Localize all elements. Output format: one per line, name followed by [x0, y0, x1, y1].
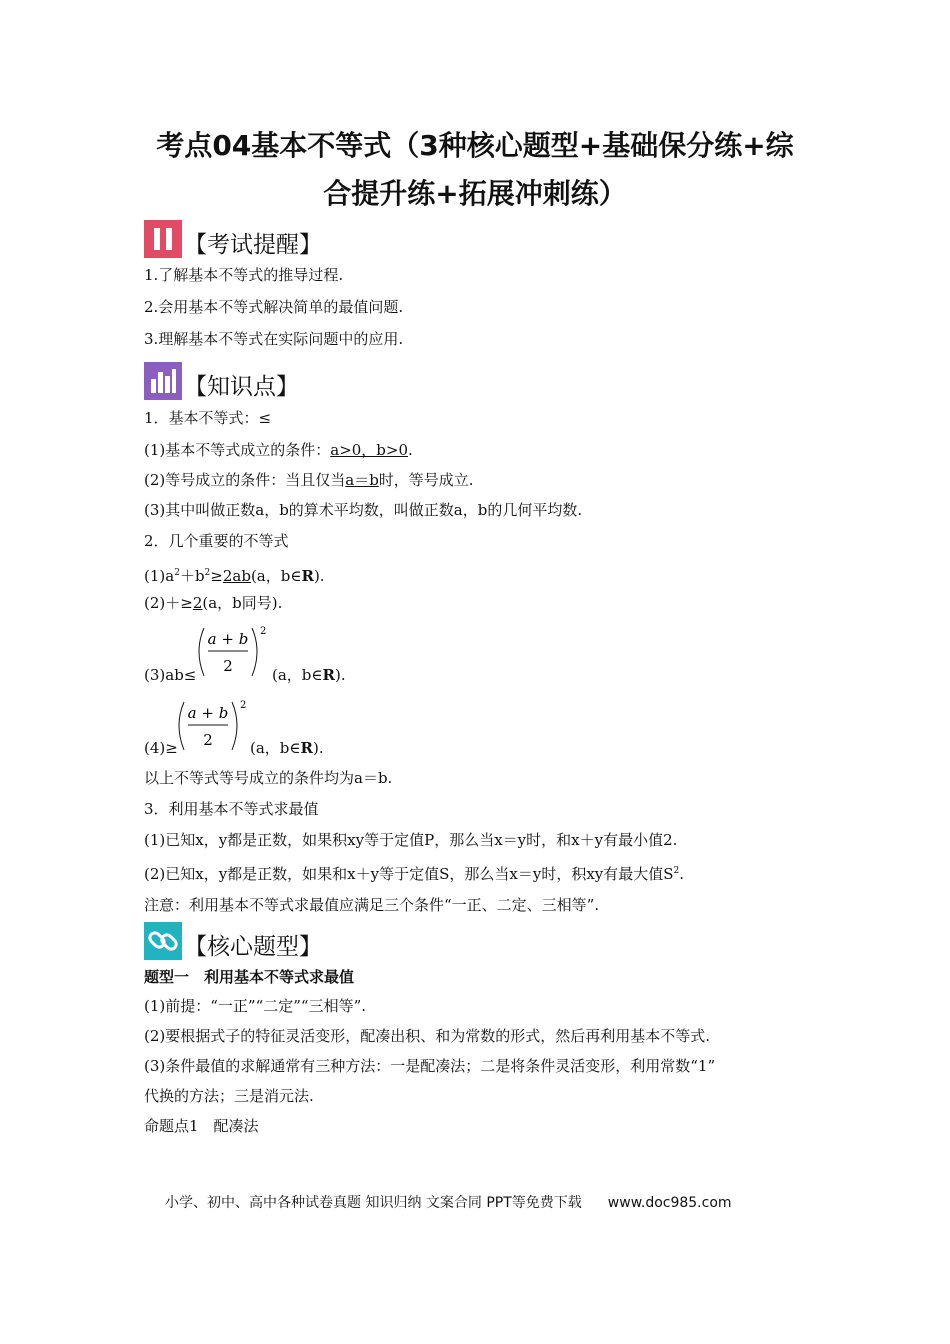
section-header-core-types: [144, 920, 322, 960]
text: .: [408, 441, 413, 459]
core-point-2: (2)要根据式子的特征灵活变形，配凑出积、和为常数的形式，然后再利用基本不等式.: [144, 1027, 711, 1045]
page-title-line-1: 考点04基本不等式（3种核心题型+基础保分练+综: [156, 129, 794, 162]
superscript: 2: [174, 568, 180, 578]
underlined-answer: 2ab: [222, 567, 251, 585]
section-header-knowledge: [144, 360, 299, 400]
knowledge-3: 3．利用基本不等式求最值: [144, 800, 319, 818]
text: (1)基本不等式成立的条件：: [144, 441, 331, 459]
knowledge-1: 1．基本不等式：≤: [144, 409, 272, 427]
text: R: [301, 567, 314, 585]
knowledge-1-1: [144, 440, 413, 460]
knowledge-1-3: (3)其中叫做正数a，b的算术平均数，叫做正数a，b的几何平均数.: [144, 501, 583, 519]
text: R: [322, 666, 335, 684]
text: (a，b∈: [250, 567, 302, 585]
text: .: [679, 865, 685, 883]
pause-icon: [144, 220, 182, 258]
exam-tip-3: 3.理解基本不等式在实际问题中的应用.: [144, 330, 404, 348]
fraction-denominator: 2: [223, 657, 233, 675]
exam-tip-1: 1.了解基本不等式的推导过程.: [144, 266, 344, 284]
underlined-answer: a>0，b>0: [330, 441, 409, 459]
section-label: 【核心题型】: [184, 934, 322, 960]
core-point-3b: 代换的方法；三是消元法.: [144, 1087, 314, 1105]
text: (2)＋≥: [144, 594, 193, 612]
underlined-answer: a＝b: [345, 471, 379, 489]
knowledge-2-3-suffix: [272, 665, 346, 685]
knowledge-2-4-suffix: [250, 738, 324, 758]
core-type-1-heading: 题型一 利用基本不等式求最值: [144, 968, 355, 986]
exam-tip-2: 2.会用基本不等式解决简单的最值问题.: [144, 298, 404, 316]
text: ＋b: [179, 567, 205, 585]
underlined-answer: 2: [192, 594, 203, 612]
knowledge-3-2: [144, 861, 684, 884]
section-label: 【知识点】: [184, 374, 299, 400]
page-title-line-2: 合提升练+拓展冲刺练）: [323, 177, 627, 210]
text: ).: [313, 567, 325, 585]
superscript: 2: [204, 568, 211, 578]
knowledge-2-equality: 以上不等式等号成立的条件均为a＝b.: [144, 769, 393, 787]
knowledge-2-3-prefix: (3)ab≤: [144, 666, 197, 684]
bar-chart-icon: [144, 362, 182, 400]
text: 时，等号成立.: [378, 471, 474, 489]
fraction-numerator: a + b: [207, 630, 249, 648]
knowledge-2-4-prefix: (4)≥: [144, 739, 178, 757]
text: R: [300, 739, 313, 757]
section-header-exam-tips: [144, 218, 322, 258]
text: ≥: [210, 567, 223, 585]
text: (2)等号成立的条件：当且仅当: [144, 471, 346, 489]
text: (a，b∈: [250, 739, 301, 757]
knowledge-1-2: [144, 470, 474, 490]
fraction-exponent: 2: [240, 700, 247, 711]
link-icon: [144, 922, 182, 960]
section-label: 【考试提醒】: [184, 232, 322, 258]
knowledge-2-1: [144, 563, 325, 586]
superscript: 2: [673, 866, 680, 876]
text: ).: [334, 666, 346, 684]
fraction-exponent: 2: [260, 626, 267, 637]
knowledge-2: 2．几个重要的不等式: [144, 532, 289, 550]
text: ).: [312, 739, 324, 757]
page-footer: [165, 1192, 805, 1212]
fraction-denominator: 2: [203, 731, 213, 749]
proposition-1: 命题点1 配凑法: [144, 1117, 259, 1135]
knowledge-2-2: [144, 593, 282, 613]
text: (a，b∈: [272, 666, 323, 684]
text: (2)已知x，y都是正数，如果和x＋y等于定值S，那么当x＝y时，积xy有最大值S: [144, 865, 674, 883]
footer-site-link[interactable]: www.doc985.com: [607, 1195, 732, 1211]
fraction-numerator: a + b: [187, 704, 229, 722]
fraction-squared-1: [192, 624, 272, 686]
fraction-squared-2: [172, 698, 252, 760]
core-point-3a: (3)条件最值的求解通常有三种方法：一是配凑法；二是将条件灵活变形，利用常数“1”: [144, 1057, 716, 1075]
footer-text: 小学、初中、高中各种试卷真题 知识归纳 文案合同 PPT等免费下载: [165, 1195, 582, 1211]
text: (a，b同号).: [202, 594, 283, 612]
core-point-1: (1)前提：“一正”“二定”“三相等”.: [144, 997, 367, 1015]
knowledge-3-1: (1)已知x，y都是正数，如果积xy等于定值P，那么当x＝y时，和x＋y有最小值2.: [144, 831, 678, 849]
text: (1)a: [144, 567, 175, 585]
knowledge-note: 注意：利用基本不等式求最值应满足三个条件“一正、二定、三相等”.: [144, 896, 600, 914]
